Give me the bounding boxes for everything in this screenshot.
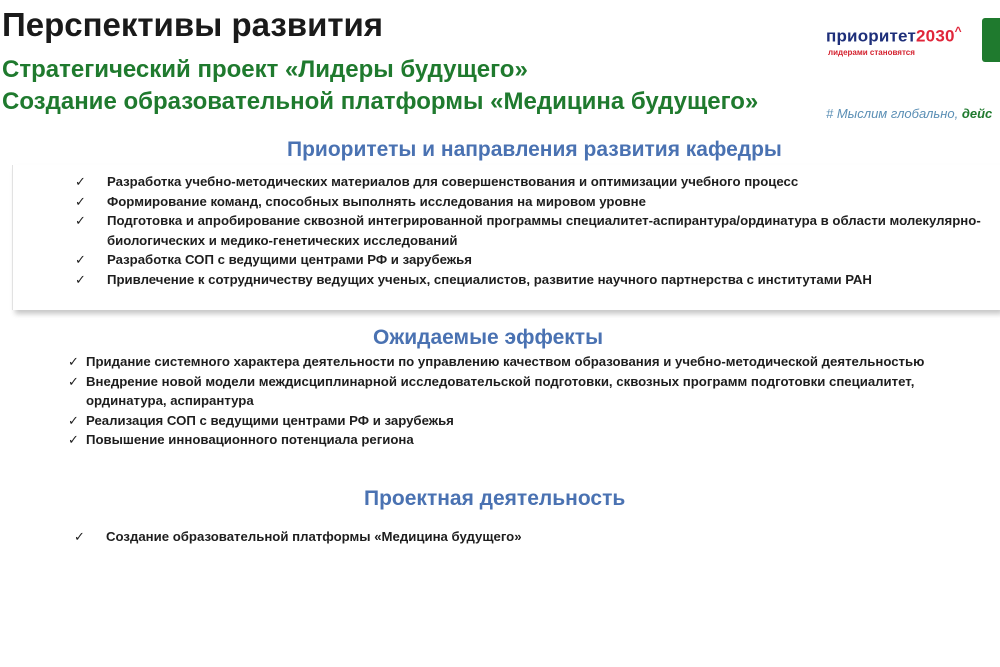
prioritet-2030-logo bbox=[826, 24, 962, 57]
list-item bbox=[75, 250, 997, 270]
checkmark-icon: ✓ bbox=[68, 412, 79, 428]
list-item-text: Формирование команд, способных выполнять исследования на мировом уровне bbox=[107, 193, 646, 209]
list-item-text: Разработка СОП с ведущими центрами РФ и зарубежья bbox=[107, 252, 472, 267]
logo-caret-icon: ^ bbox=[954, 24, 962, 38]
section-heading-effects: Ожидаемые эффекты bbox=[373, 326, 604, 349]
slogan-part2: дейс bbox=[961, 106, 993, 121]
priorities-list bbox=[75, 172, 997, 289]
list-item-text: Создание образовательной платформы «Медицина будущего» bbox=[106, 529, 522, 544]
list-item-text: Внедрение новой модели междисциплинарной исследовательской подготовки, сквозных программ подготовки специалитет, ординатура, аспирантура bbox=[86, 373, 915, 408]
platform-subtitle: Создание образовательной платформы «Медицина будущего» bbox=[2, 88, 759, 115]
list-item bbox=[75, 172, 997, 192]
slogan bbox=[826, 106, 992, 121]
checkmark-icon: ✓ bbox=[68, 432, 79, 447]
list-item-text: Реализация СОП с ведущими центрами РФ и зарубежья bbox=[86, 412, 454, 428]
list-item-text: Повышение инновационного потенциала региона bbox=[86, 432, 414, 447]
list-item bbox=[75, 192, 997, 212]
slogan-part1: # Мыслим глобально, bbox=[826, 106, 962, 121]
list-item-text: Привлечение к сотрудничеству ведущих ученых, специалистов, развитие научного партнерства с институтами РАН bbox=[107, 271, 872, 287]
logo-wordmark bbox=[826, 24, 962, 47]
logo-word: приоритет bbox=[826, 26, 917, 46]
checkmark-icon: ✓ bbox=[74, 529, 85, 544]
section-heading-projects: Проектная деятельность bbox=[364, 487, 626, 510]
list-item bbox=[68, 411, 966, 431]
university-emblem-icon bbox=[982, 18, 1000, 62]
list-item bbox=[74, 527, 806, 547]
list-item bbox=[68, 352, 966, 372]
list-item-text: Разработка учебно-методических материалов для совершенствования и оптимизации учебного процесс bbox=[107, 174, 799, 189]
list-item-text: Подготовка и апробирование сквозной интегрированной программы специалитет-аспирантура/ординатура в области молекулярно-биологических и медико-генетических исследований bbox=[107, 213, 981, 248]
strategic-project-subtitle: Стратегический проект «Лидеры будущего» bbox=[2, 56, 528, 83]
checkmark-icon: ✓ bbox=[68, 354, 79, 369]
list-item-text: Придание системного характера деятельности по управлению качеством образования и учебно-методической деятельностью bbox=[86, 354, 925, 369]
checkmark-icon: ✓ bbox=[75, 271, 86, 287]
checkmark-icon: ✓ bbox=[75, 174, 86, 189]
list-item bbox=[68, 372, 966, 411]
page-title: Перспективы развития bbox=[2, 6, 384, 43]
list-item bbox=[75, 270, 997, 290]
checkmark-icon: ✓ bbox=[75, 213, 86, 228]
checkmark-icon: ✓ bbox=[68, 373, 79, 389]
logo-tagline: лидерами становятся bbox=[828, 47, 915, 57]
effects-list bbox=[68, 352, 966, 450]
checkmark-icon: ✓ bbox=[75, 252, 86, 267]
logo-year: 2030 bbox=[916, 26, 955, 46]
list-item bbox=[75, 211, 997, 250]
projects-list bbox=[74, 527, 806, 547]
section-heading-priorities: Приоритеты и направления развития кафедры bbox=[287, 138, 782, 161]
list-item bbox=[68, 430, 966, 450]
checkmark-icon: ✓ bbox=[75, 193, 86, 209]
